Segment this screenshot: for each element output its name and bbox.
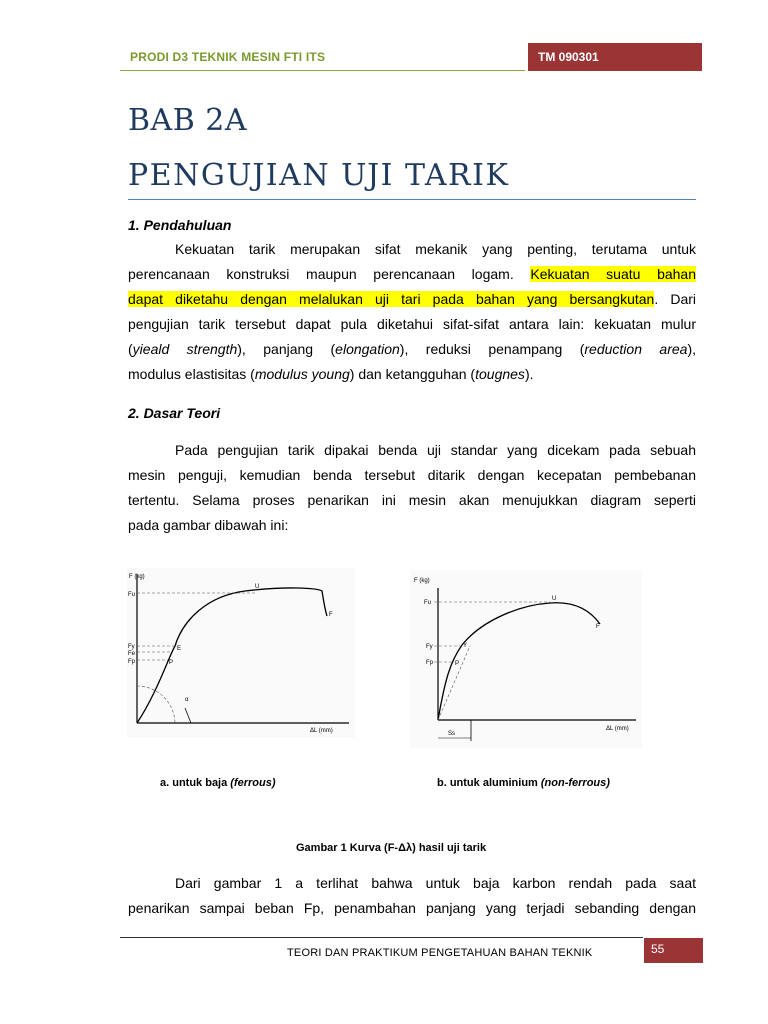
text-line: Pada pengujian tarik dipakai benda uji standar yang dicekam pada sebuah <box>175 442 696 458</box>
header-institution: PRODI D3 TEKNIK MESIN FTI ITS <box>130 50 326 64</box>
page-number: 55 <box>651 942 665 956</box>
point-e: E <box>177 646 182 652</box>
tick-fp: Fp <box>426 660 434 666</box>
text-line: pengujian tarik tersebut dapat pula diketahui sifat-sifat antara lain: kekuatan mulur <box>128 316 696 332</box>
tick-fu: Fu <box>424 600 432 606</box>
tick-fy: Fy <box>426 644 433 650</box>
text-line: Dari gambar 1 a terlihat bahwa untuk baja karbon rendah pada saat <box>175 875 696 891</box>
figure-steel-curve <box>127 568 355 738</box>
page-number-badge <box>644 938 703 963</box>
text-line: perencanaan konstruksi maupun perencanaan logam. Kekuatan suatu bahan <box>128 266 696 282</box>
text-line: Kekuatan tarik merupakan sifat mekanik yang penting, terutama untuk <box>175 241 696 257</box>
point-y: Y <box>463 643 468 649</box>
x-axis-label: ΔL (mm) <box>606 726 629 732</box>
tick-fy: Fy <box>128 644 135 650</box>
offset-line <box>438 646 470 720</box>
section-heading-dasar-teori: 2. Dasar Teori <box>128 405 221 421</box>
chapter-title: PENGUJIAN UJI TARIK <box>128 158 510 193</box>
tick-fu: Fu <box>128 592 136 598</box>
section-heading-pendahuluan: 1. Pendahuluan <box>128 217 232 233</box>
point-p: P <box>455 661 460 667</box>
text-line: modulus elastisitas (modulus young) dan ketangguhan (tougnes). <box>128 366 534 382</box>
tick-fp: Fp <box>128 659 136 665</box>
text-line: dapat diketahu dengan melalukan uji tari pada bahan yang bersangkutan. Dari <box>128 291 697 307</box>
y-axis-label: F (kg) <box>129 574 145 580</box>
load-curve <box>438 603 600 720</box>
alpha-arc <box>137 686 175 723</box>
course-code: TM 090301 <box>538 50 599 64</box>
figure-caption: Gambar 1 Kurva (F-Δλ) hasil uji tarik <box>296 842 487 854</box>
header-rule <box>120 70 525 71</box>
highlighted-text: Kekuatan suatu bahan <box>530 266 696 282</box>
figure-aluminium-curve <box>410 570 642 748</box>
paragraph-pendahuluan <box>128 237 696 387</box>
point-f: F <box>329 612 333 618</box>
x-axis-label: ΔL (mm) <box>310 728 333 734</box>
chapter-number: BAB 2A <box>128 103 248 138</box>
caption-figure-b: b. untuk aluminium (non-ferrous) <box>437 777 610 789</box>
load-curve <box>137 588 327 723</box>
title-rule <box>128 199 696 200</box>
tick-fe: Fe <box>128 651 136 657</box>
text-line: tertentu. Selama proses penarikan ini mesin akan menujukkan diagram seperti <box>128 492 696 508</box>
point-u: U <box>255 584 260 590</box>
alpha-label: α <box>185 697 189 703</box>
point-u: U <box>552 596 557 602</box>
caption-figure-a: a. untuk baja (ferrous) <box>160 777 276 789</box>
highlighted-text: dapat diketahu dengan melalukan uji tari pada bahan yang bersangkutan <box>128 291 655 307</box>
point-f: F <box>596 624 600 630</box>
text-line: mesin penguji, kemudian benda tersebut ditarik dengan kecepatan pembebanan <box>128 467 696 483</box>
paragraph-dasar-teori <box>128 438 696 538</box>
dimension-label: Ss <box>448 731 456 737</box>
footer-title: TEORI DAN PRAKTIKUM PENGETAHUAN BAHAN TEKNIK <box>287 947 593 959</box>
y-axis-label: F (kg) <box>414 578 430 584</box>
alpha-line <box>185 708 191 723</box>
text-line: penarikan sampai beban Fp, penambahan panjang yang terjadi sebanding dengan <box>128 900 696 916</box>
text-line: (yieald strength), panjang (elongation), reduksi penampang (reduction area), <box>128 341 696 357</box>
text-line: pada gambar dibawah ini: <box>128 517 289 533</box>
point-p: P <box>169 660 174 666</box>
header-course-badge <box>528 43 702 71</box>
paragraph-closing <box>128 871 696 921</box>
footer-rule <box>120 937 643 938</box>
